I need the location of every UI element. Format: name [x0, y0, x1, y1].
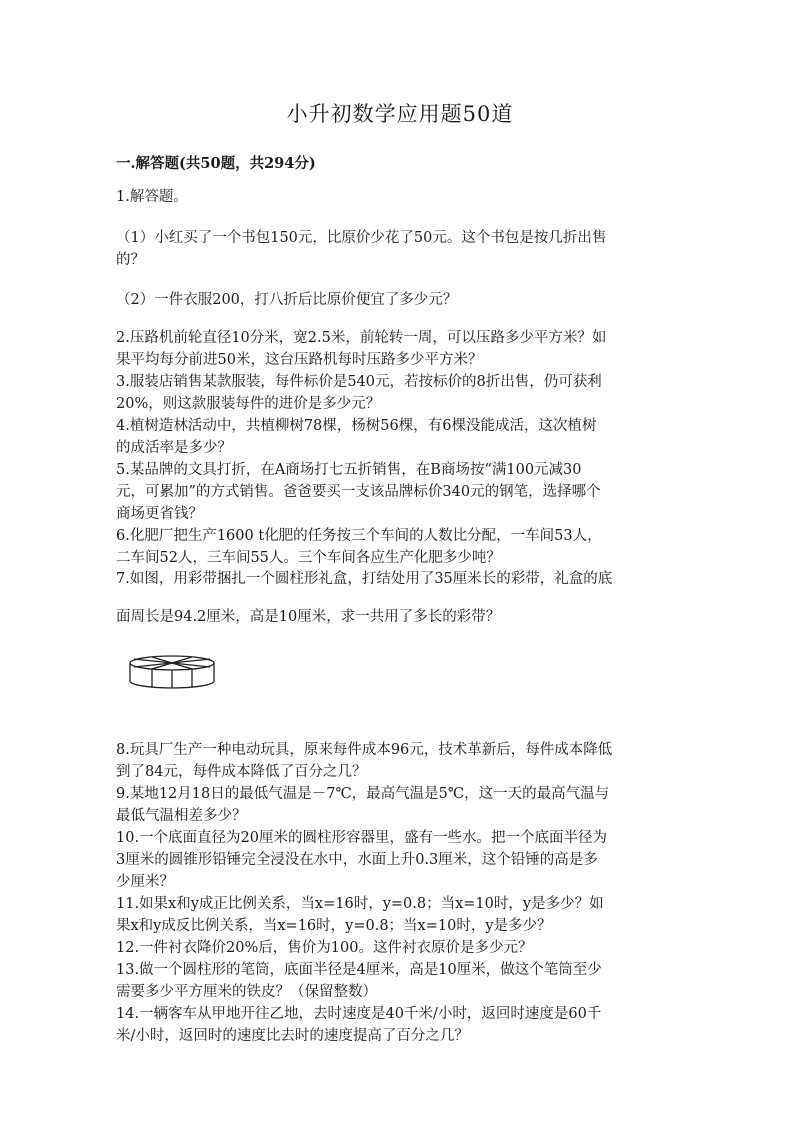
question-6-line-1: 6.化肥厂把生产1600 t化肥的任务按三个车间的人数比分配，一车间53人，	[116, 528, 602, 544]
question-1-part-1-line-1: （1）小红买了一个书包150元，比原价少花了50元。这个书包是按几折出售	[116, 230, 607, 246]
question-12-line-1: 12.一件衬衣降价20%后，售价为100。这件衬衣原价是多少元？	[116, 940, 533, 956]
question-4-line-2: 的成活率是多少？	[116, 440, 232, 456]
page-title: 小升初数学应用题50道	[286, 102, 514, 126]
question-8-line-1: 8.玩具厂生产一种电动玩具，原来每件成本96元，技术革新后，每件成本降低	[116, 742, 613, 758]
question-11-line-1: 11.如果x和y成正比例关系，当x=16时，y=0.8；当x=10时，y是多少？如	[116, 896, 604, 912]
question-8-line-2: 到了84元，每件成本降低了百分之几？	[116, 764, 367, 780]
question-14-line-2: 米/小时，返回时的速度比去时的速度提高了百分之几？	[116, 1028, 469, 1044]
question-6-line-2: 二车间52人，三车间55人。三个车间各应生产化肥多少吨？	[116, 550, 501, 566]
question-14-line-1: 14.一辆客车从甲地开往乙地，去时速度是40千米/小时，返回时速度是60千	[116, 1006, 602, 1022]
question-2-line-2: 果平均每分前进50米，这台压路机每时压路多少平方米？	[116, 352, 483, 368]
section-heading: 一.解答题(共50题，共294分)	[116, 155, 316, 172]
question-10-line-3: 少厘米？	[116, 874, 174, 890]
question-5-line-1: 5.某品牌的文具打折，在A商场打七五折销售，在B商场按“满100元减30	[116, 462, 582, 478]
question-1-part-2: （2）一件衣服200，打八折后比原价便宜了多少元？	[116, 292, 458, 308]
question-9-line-2: 最低气温相差多少？	[116, 808, 247, 824]
question-10-line-1: 10.一个底面直径为20厘米的圆柱形容器里，盛有一些水。把一个底面半径为	[116, 830, 608, 846]
question-1-part-1-line-2: 的？	[116, 252, 145, 268]
question-9-line-1: 9.某地12月18日的最低气温是－7℃，最高气温是5℃，这一天的最高气温与	[116, 786, 610, 802]
question-4-line-1: 4.植树造林活动中，共植柳树78棵，杨树56棵，有6棵没能成活，这次植树	[116, 418, 597, 434]
question-3-line-1: 3.服装店销售某款服装，每件标价是540元，若按标价的8折出售，仍可获利	[116, 374, 602, 390]
question-13-line-1: 13.做一个圆柱形的笔筒，底面半径是4厘米，高是10厘米，做这个笔筒至少	[116, 962, 602, 978]
question-7-line-2: 面周长是94.2厘米，高是10厘米，求一共用了多长的彩带？	[116, 609, 501, 625]
question-10-line-2: 3厘米的圆锥形铅锤完全浸没在水中，水面上升0.3厘米，这个铅锤的高是多	[116, 852, 598, 868]
question-2-line-1: 2.压路机前轮直径10分米，宽2.5米，前轮转一周，可以压路多少平方米？如	[116, 330, 607, 346]
question-3-line-2: 20%，则这款服装每件的进价是多少元？	[116, 396, 381, 412]
question-1-header: 1.解答题。	[116, 189, 188, 205]
question-5-line-2: 元，可累加”的方式销售。爸爸要买一支该品牌标价340元的钢笔，选择哪个	[116, 484, 601, 500]
question-7-line-1: 7.如图，用彩带捆扎一个圆柱形礼盒，打结处用了35厘米长的彩带，礼盒的底	[116, 571, 613, 587]
question-11-line-2: 果x和y成反比例关系，当x=16时，y=0.8；当x=10时，y是多少？	[116, 918, 552, 934]
question-5-line-3: 商场更省钱？	[116, 506, 203, 522]
question-13-line-2: 需要多少平方厘米的铁皮？（保留整数）	[116, 984, 377, 1000]
cylinder-gift-box-figure	[128, 652, 218, 694]
